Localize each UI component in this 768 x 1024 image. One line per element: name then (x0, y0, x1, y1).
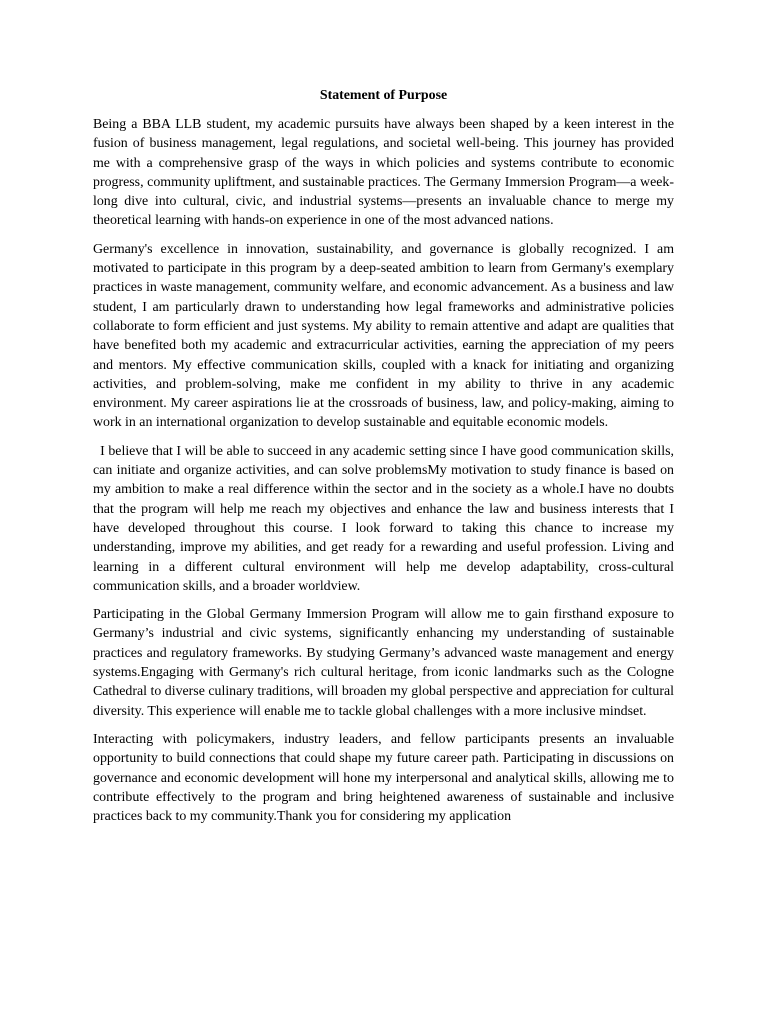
paragraph-5: Interacting with policymakers, industry leaders, and fellow participants presents an invaluable opportunity to build connections that could shape my future career path. Participating in discussions on governance and economic development will hone my interpersonal and analytical skills, allowing me to contribute effectively to the program and bring heightened awareness of sustainable and inclusive practices back to my community.Thank you for considering my application (93, 731, 674, 825)
paragraph-3: I believe that I will be able to succeed in any academic setting since I have good communication skills, can initiate and organize activities, and can solve problemsMy motivation to study finance is based on my ambition to make a real difference within the sector and in the society as a whole.I have no doubts that the program will help me reach my objectives and enhance the law and business interests that I have developed throughout this course. I look forward to taking this chance to increase my understanding, improve my abilities, and get ready for a rewarding and useful profession. Living and learning in a different cultural environment will help me develop adaptability, cross-cultural communication skills, and a broader worldview. (93, 443, 674, 594)
document-page (93, 86, 674, 835)
paragraph-4: Participating in the Global Germany Immersion Program will allow me to gain firsthand exposure to Germany’s industrial and civic systems, significantly enhancing my understanding of sustainable practices and regulatory frameworks. By studying Germany’s advanced waste management and energy systems.Engaging with Germany's rich cultural heritage, from iconic landmarks such as the Cologne Cathedral to diverse culinary traditions, will broaden my global perspective and appreciation for cultural diversity. This experience will enable me to tackle global challenges with a more inclusive mindset. (93, 607, 674, 719)
paragraph-1: Being a BBA LLB student, my academic pursuits have always been shaped by a keen interest in the fusion of business management, legal regulations, and societal well-being. This journey has provided me with a comprehensive grasp of the ways in which policies and systems contribute to economic progress, community upliftment, and sustainable practices. The Germany Immersion Program—a week-long dive into cultural, civic, and industrial systems—presents an invaluable chance to merge my theoretical learning with hands-on experience in one of the most advanced nations. (93, 117, 674, 229)
paragraph-2: Germany's excellence in innovation, sustainability, and governance is globally recognized. I am motivated to participate in this program by a deep-seated ambition to learn from Germany's exemplary practices in waste management, community welfare, and economic advancement. As a business and law student, I am particularly drawn to understanding how legal frameworks and administrative policies collaborate to form efficient and just systems. My ability to remain attentive and adapt are qualities that have benefited both my academic and extracurricular activities, earning the appreciation of my peers and mentors. My effective communication skills, coupled with a knack for initiating and organizing activities, and problem-solving, make me confident in my ability to thrive in any academic environment. My career aspirations lie at the crossroads of business, law, and policy-making, aiming to work in an international organization to develop sustainable and equitable economic models. (93, 241, 674, 431)
document-title: Statement of Purpose (319, 88, 448, 103)
